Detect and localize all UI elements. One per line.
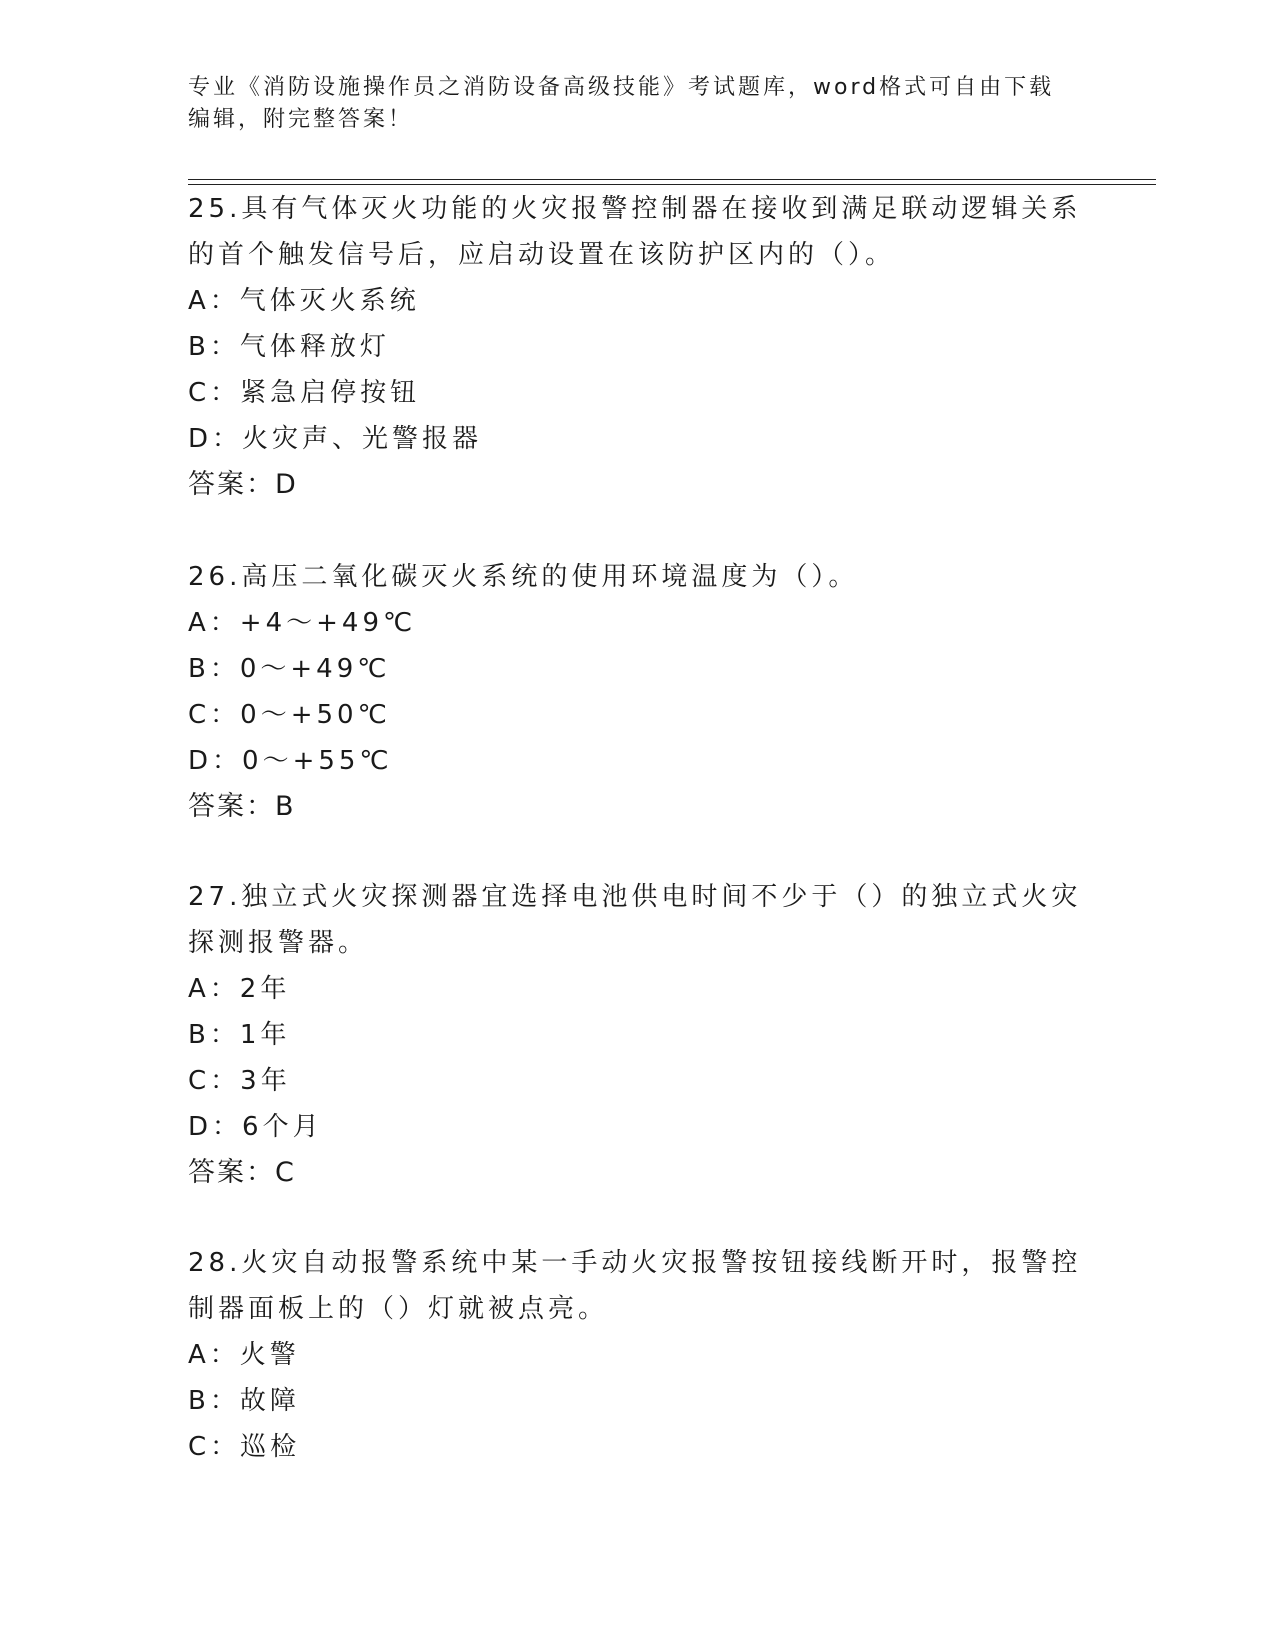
- option-d: D：火灾声、光警报器: [188, 424, 483, 454]
- question-stem: 28.火灾自动报警系统中某一手动火灾报警按钮接线断开时，报警控制器面板上的（）灯就被点亮。: [188, 1248, 1082, 1324]
- option-d: D：6个月: [188, 1112, 323, 1142]
- option-c: C：3年: [188, 1066, 291, 1096]
- question-stem: 26.高压二氧化碳灭火系统的使用环境温度为（）。: [188, 562, 859, 592]
- option-a: A：火警: [188, 1340, 300, 1370]
- question-stem: 27.独立式火灾探测器宜选择电池供电时间不少于（）的独立式火灾探测报警器。: [188, 882, 1082, 958]
- option-a: A：气体灭火系统: [188, 286, 420, 316]
- option-a: A：2年: [188, 974, 291, 1004]
- option-c: C：0～+50℃: [188, 700, 391, 730]
- answer: 答案：C: [188, 1157, 296, 1188]
- option-d: D：0～+55℃: [188, 746, 393, 776]
- answer: 答案：D: [188, 469, 298, 500]
- option-b: B：故障: [188, 1386, 300, 1416]
- option-b: B：0～+49℃: [188, 654, 391, 684]
- option-b: B：1年: [188, 1020, 291, 1050]
- question-stem: 25.具有气体灭火功能的火灾报警控制器在接收到满足联动逻辑关系的首个触发信号后，应启动设置在该防护区内的（）。: [188, 194, 1082, 270]
- header-divider-bottom: [188, 184, 1156, 185]
- question-28: [188, 1240, 1088, 1470]
- question-27: [188, 874, 1088, 1196]
- option-c: C：紧急启停按钮: [188, 378, 421, 408]
- option-b: B：气体释放灯: [188, 332, 390, 362]
- question-25: [188, 186, 1088, 508]
- question-26: [188, 554, 1088, 830]
- option-c: C：巡检: [188, 1432, 301, 1462]
- document-header: 专业《消防设施操作员之消防设备高级技能》考试题库，word格式可自由下载编辑，附完整答案！: [188, 75, 1055, 132]
- header-divider-top: [188, 179, 1156, 180]
- answer: 答案：B: [188, 791, 296, 822]
- option-a: A：+4～+49℃: [188, 608, 417, 638]
